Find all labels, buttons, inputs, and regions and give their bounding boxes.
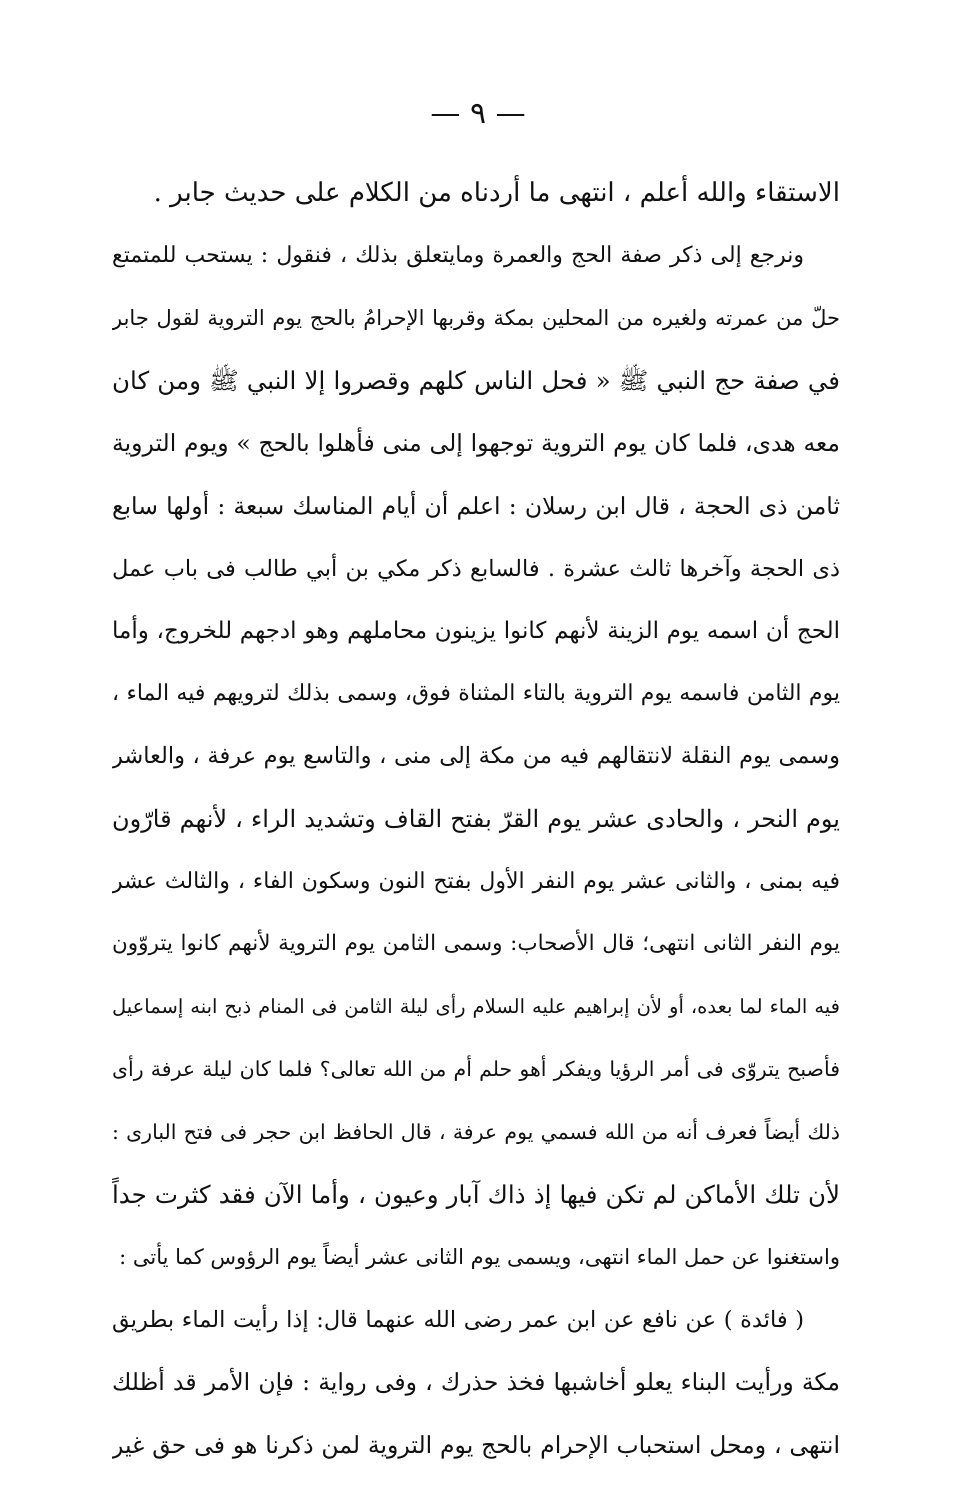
text-line: الاستقاء والله أعلم ، انتهى ما أردناه من الكلام على حديث جابر .: [153, 178, 840, 208]
text-line: ثامن ذى الحجة ، قال ابن رسلان : اعلم أن أيام المناسك سبعة : أولها سابع: [112, 491, 840, 520]
text-line: فيه بمنى ، والثانى عشر يوم النفر الأول بفتح النون وسكون الفاء ، والثالث عشر: [112, 868, 840, 894]
text-line: لأن تلك الأماكن لم تكن فيها إذ ذاك آبار وعيون ، وأما الآن فقد كثرت جداً: [112, 1179, 840, 1209]
text-line: يوم الثامن فاسمه يوم التروية بالتاء المثناة فوق، وسمى بذلك لترويهم فيه الماء ،: [112, 680, 840, 706]
text-line: يوم النفر الثانى انتهى؛ قال الأصحاب: وسمى الثامن يوم التروية لأنهم كانوا يتروّون: [112, 931, 840, 957]
text-line: انتهى ، ومحل استحباب الإحرام بالحج يوم التروية لمن ذكرنا هو فى حق غير: [112, 1430, 840, 1459]
text-line: وسمى يوم النقلة لانتقالهم فيه من مكة إلى منى ، والتاسع يوم عرفة ، والعاشر: [112, 743, 840, 770]
text-line: الحج أن اسمه يوم الزينة لأنهم كانوا يزينون محاملهم وهو ادجهم للخروج، وأما: [112, 618, 840, 645]
text-line: حلّ من عمرته ولغيره من المحلين بمكة وقربها الإحرامُ بالحج يوم التروية لقول جابر: [112, 306, 840, 331]
text-line: واستغنوا عن حمل الماء انتهى، ويسمى يوم الثانى عشر أيضاً يوم الرؤوس كما يأتى :: [119, 1245, 840, 1270]
text-line: معه هدى، فلما كان يوم التروية توجهوا إلى منى فأهلوا بالحج » ويوم التروية: [112, 429, 840, 458]
text-line: فيه الماء لما بعده، أو لأن إبراهيم عليه السلام رأى ليلة الثامن فى المنام ذبح ابنه إسماعيل: [112, 994, 840, 1018]
text-line: مكة ورأيت البناء يعلو أخاشبها فخذ حذرك ، وفى رواية : فإن الأمر قد أظلك: [112, 1368, 840, 1397]
text-line: فأصبح يتروّى فى أمر الرؤيا ويفكر أهو حلم أم من الله تعالى؟ فلما كان ليلة عرفة رأى: [112, 1057, 840, 1082]
text-line: يوم النحر ، والحادى عشر يوم القرّ بفتح القاف وتشديد الراء ، لأنهم قارّون: [112, 804, 840, 833]
body-text: [112, 162, 840, 1476]
text-line: في صفة حج النبي ﷺ « فحل الناس كلهم وقصروا إلا النبي ﷺ ومن كان: [112, 365, 840, 395]
text-line: ذى الحجة وآخرها ثالث عشرة . فالسابع ذكر مكي بن أبي طالب فى باب عمل: [112, 555, 840, 582]
text-line: ( فائدة ) عن نافع عن ابن عمر رضى الله عنهما قال: إذا رأيت الماء بطريق: [112, 1306, 804, 1333]
text-line: ونرجع إلى ذكر صفة الحج والعمرة ومايتعلق بذلك ، فنقول : يستحب للمتمتع: [112, 242, 804, 268]
page-number: — ٩ —: [430, 96, 526, 131]
text-line: ذلك أيضاً فعرف أنه من الله فسمي يوم عرفة ، قال الحافظ ابن حجر فى فتح البارى :: [112, 1119, 840, 1144]
